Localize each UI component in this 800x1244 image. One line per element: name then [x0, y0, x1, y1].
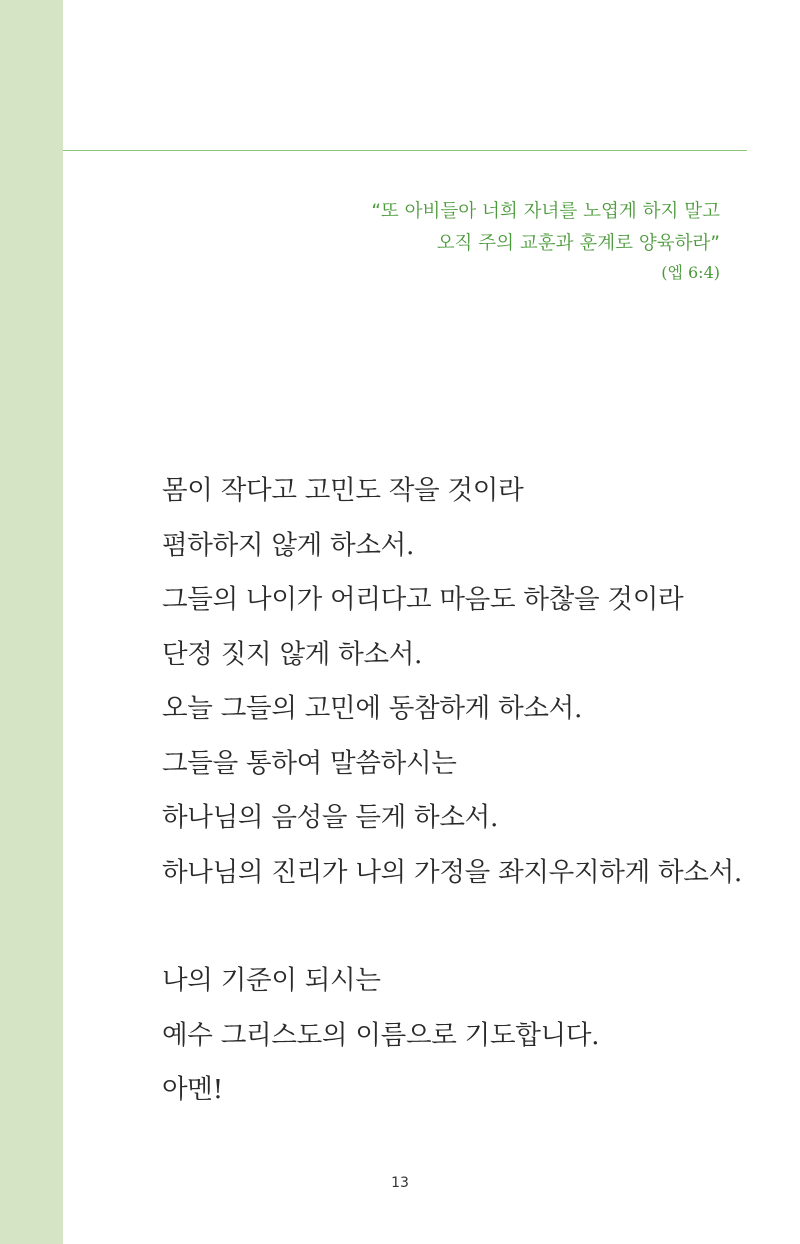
quote-line: 오직 주의 교훈과 훈계로 양육하라” — [436, 233, 720, 254]
prayer-line: 예수 그리스도의 이름으로 기도합니다. — [162, 1019, 600, 1051]
quote-line: “또 아비들아 너희 자녀를 노엽게 하지 말고 — [371, 201, 720, 222]
header-divider — [63, 150, 747, 151]
prayer-text — [162, 464, 782, 1118]
paragraph-gap — [162, 900, 782, 954]
prayer-line: 하나님의 진리가 나의 가정을 좌지우지하게 하소서. — [162, 856, 743, 888]
prayer-line: 폄하하지 않게 하소서. — [162, 529, 415, 561]
prayer-line: 몸이 작다고 고민도 작을 것이라 — [162, 475, 524, 506]
page-number: 13 — [391, 1175, 409, 1191]
prayer-line: 단정 짓지 않게 하소서. — [162, 638, 423, 670]
prayer-line: 그들을 통하여 말씀하시는 — [162, 747, 457, 779]
scripture-quote — [120, 196, 720, 286]
quote-reference: (엡 6:4) — [661, 263, 720, 282]
prayer-line: 아멘! — [162, 1074, 223, 1105]
prayer-line: 그들의 나이가 어리다고 마음도 하찮을 것이라 — [162, 584, 684, 615]
side-color-band — [0, 0, 63, 1244]
prayer-line: 오늘 그들의 고민에 동참하게 하소서. — [162, 693, 583, 724]
prayer-line: 하나님의 음성을 듣게 하소서. — [162, 802, 499, 833]
prayer-line: 나의 기준이 되시는 — [162, 965, 381, 996]
